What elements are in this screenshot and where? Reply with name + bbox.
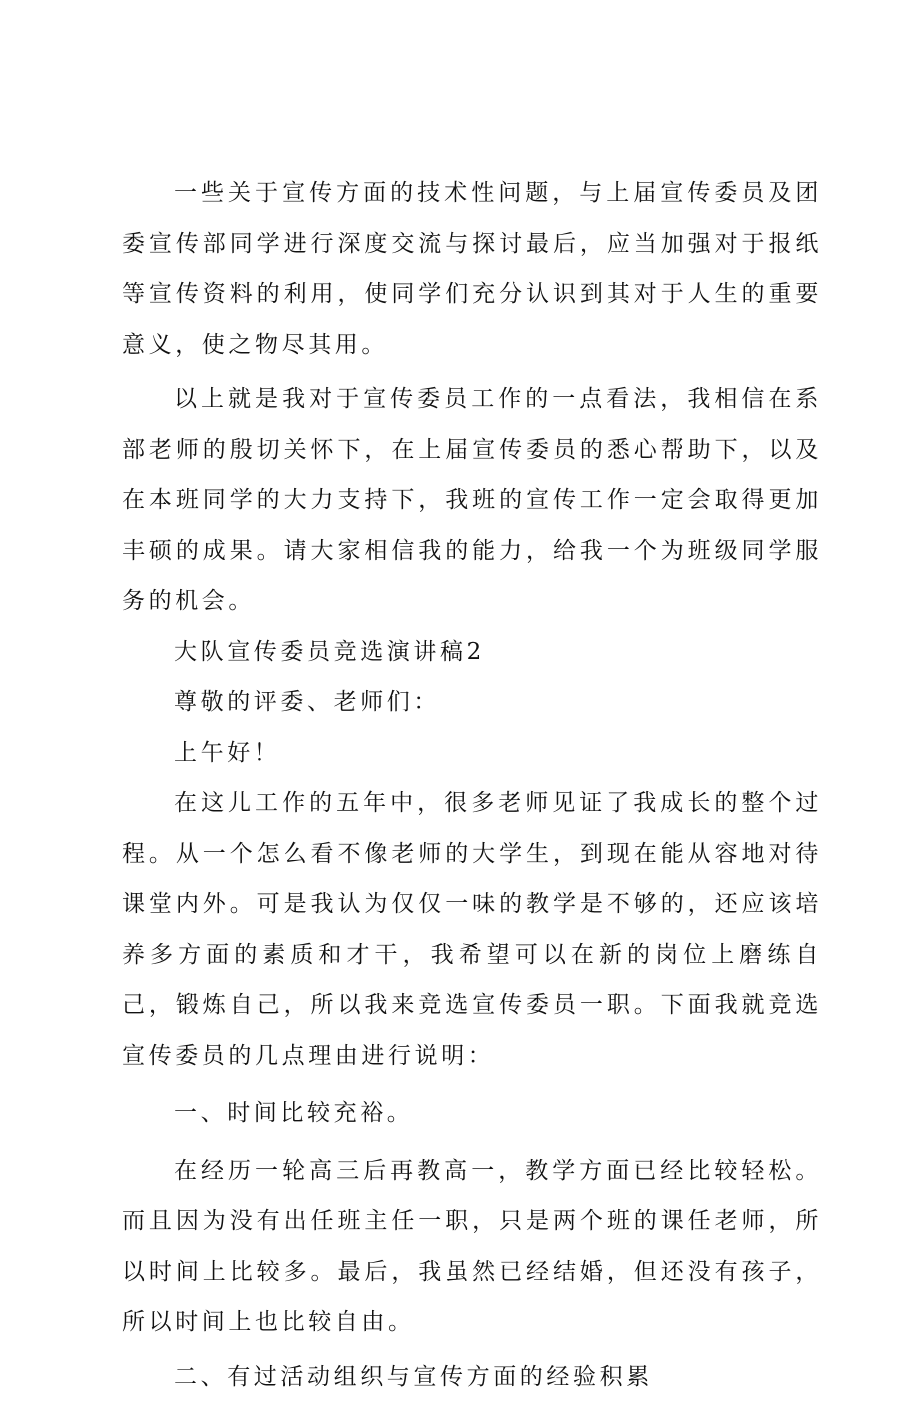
document-body xyxy=(122,168,822,1402)
section-title: 大队宣传委员竞选演讲稿2 xyxy=(122,627,822,678)
paragraph-introduction: 在这儿工作的五年中，很多老师见证了我成长的整个过程。从一个怎么看不像老师的大学生，到现在能从容地对待课堂内外。可是我认为仅仅一味的教学是不够的，还应该培养多方面的素质和才干，我希望可以在新的岗位上磨练自己，锻炼自己，所以我来竞选宣传委员一职。下面我就竞选宣传委员的几点理由进行说明： xyxy=(122,778,822,1081)
paragraph-reason-1: 在经历一轮高三后再教高一，教学方面已经比较轻松。而且因为没有出任班主任一职，只是两个班的课任老师，所以时间上比较多。最后，我虽然已经结婚，但还没有孩子，所以时间上也比较自由。 xyxy=(122,1146,822,1348)
reason-heading-2: 二、有过活动组织与宣传方面的经验积累 xyxy=(122,1352,822,1402)
greeting: 上午好！ xyxy=(122,728,822,779)
paragraph-continuation: 一些关于宣传方面的技术性问题，与上届宣传委员及团委宣传部同学进行深度交流与探讨最后，应当加强对于报纸等宣传资料的利用，使同学们充分认识到其对于人生的重要意义，使之物尽其用。 xyxy=(122,168,822,370)
paragraph-conclusion: 以上就是我对于宣传委员工作的一点看法，我相信在系部老师的殷切关怀下，在上届宣传委员的悉心帮助下，以及在本班同学的大力支持下，我班的宣传工作一定会取得更加丰硕的成果。请大家相信我的能力，给我一个为班级同学服务的机会。 xyxy=(122,374,822,627)
reason-heading-1: 一、时间比较充裕。 xyxy=(122,1088,822,1139)
salutation: 尊敬的评委、老师们： xyxy=(122,677,822,728)
